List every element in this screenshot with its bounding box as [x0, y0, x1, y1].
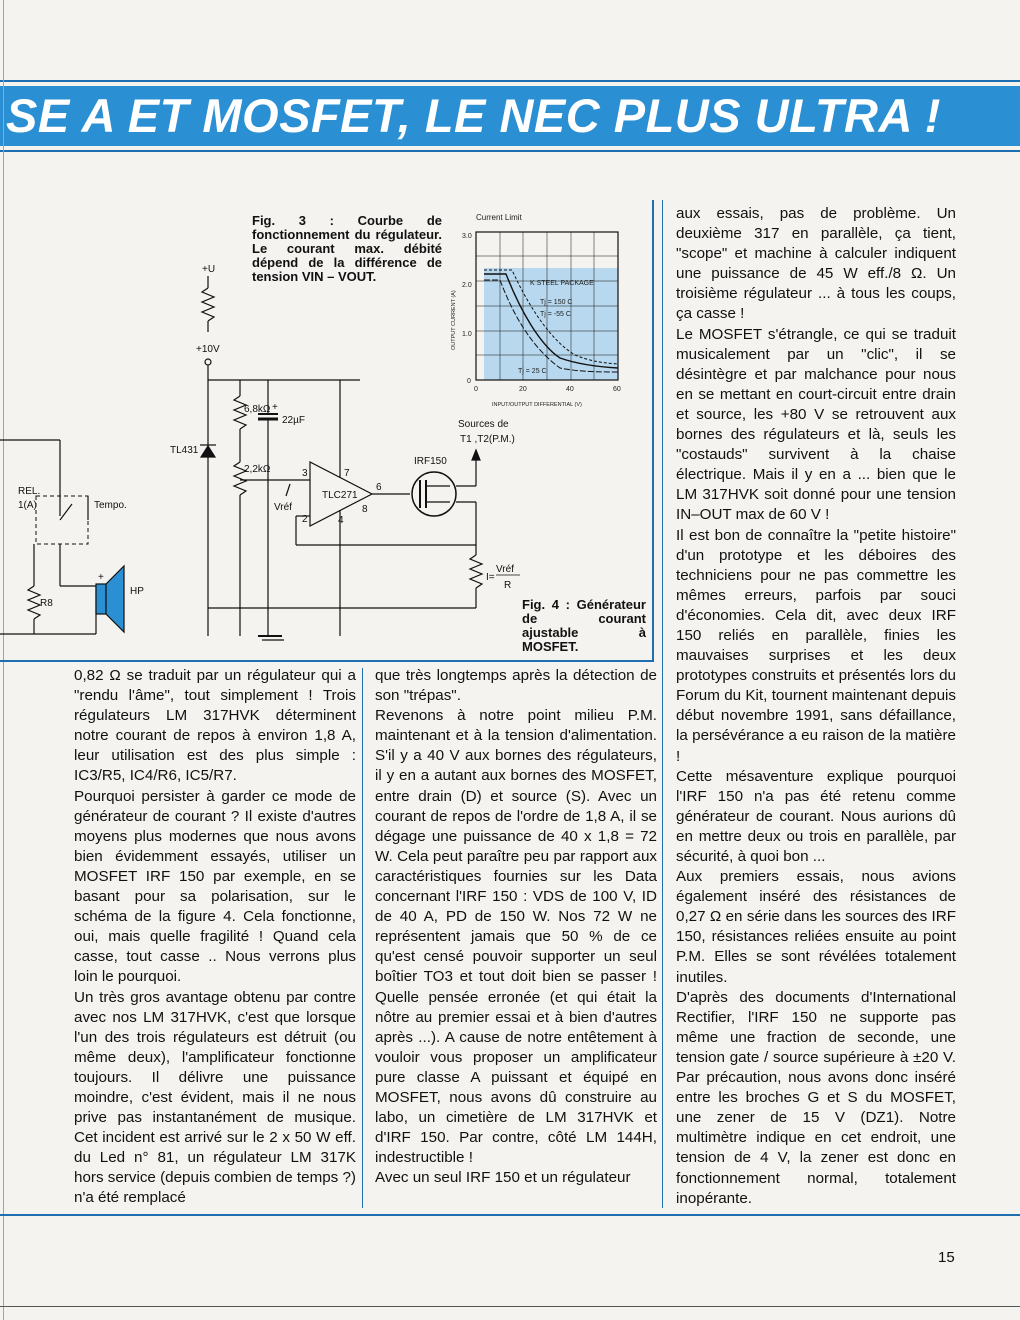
formula-num: Vréf	[496, 564, 514, 575]
page-number: 15	[938, 1249, 955, 1266]
title-banner	[0, 86, 1020, 146]
column1-paragraph: Un très gros avantage obtenu par contre avec nos LM 317HVK, c'est que lorsque l'un des trois régulateurs est détruit (ou même deux), l'amplificateur fonctionne toujours. Il délivre une puissance moindre, c'est évident, mais il ne nous prive pas instantanément de musique. Cet incident est arrivé sur le 2 x 50 W eff. du Led n° 81, un régulateur LM 317K hors service (depuis combien de temps ?) n'a été remplacé	[74, 988, 356, 1207]
label-vref: Vréf	[274, 502, 292, 513]
y-axis-label: OUTPUT CURRENT (A)	[451, 290, 457, 350]
figure-svg	[0, 200, 650, 658]
column3-paragraph: Cette mésaventure explique pourquoi l'IRF 150 n'a pas été retenu comme générateur de courant. Nous aurions dû en mettre deux ou trois en parallèle, par sécurité, à quoi bon ...	[676, 767, 956, 865]
column3-paragraph: Aux premiers essais, nous avions également inséré des résistances de 0,27 Ω en série dans les sources des IRF 150, résistances reliées ensuite au point P.M. Elles se sont révélées totalement inutiles.	[676, 868, 956, 986]
page-title: SE A ET MOSFET, LE NEC PLUS ULTRA !	[6, 89, 941, 142]
label-plus-10v: +10V	[196, 344, 220, 355]
label-irf150: IRF150	[414, 456, 447, 467]
label-rel2: 1(A)	[18, 500, 37, 511]
label-tl431: TL431	[170, 445, 199, 456]
column3-paragraph: D'après des documents d'International Rectifier, l'IRF 150 ne supporte pas même une fraction de seconde, une tension gate / source supérieure à ±20 V. Par précaution, nous avons donc inséré entre les broches G et S du MOSFET, une zener de 15 V (DZ1). Notre multimètre indique en cet endroit, une tension de 4 V, la zener est donc en fonctionnement normal, totalement inopérante.	[676, 988, 956, 1207]
irf150-mosfet	[412, 472, 456, 516]
formula-i: I=	[486, 572, 495, 583]
legend-package: K STEEL PACKAGE	[530, 280, 594, 287]
x-axis-label: INPUT/OUTPUT DIFFERENTIAL (V)	[492, 402, 582, 408]
bottom-rule	[0, 1214, 1020, 1216]
x-tick-20: 20	[519, 386, 527, 393]
label-speaker-plus: +	[98, 572, 104, 583]
tl431-diode	[201, 446, 215, 457]
resistor-r8	[28, 586, 40, 619]
text-column-3	[676, 204, 956, 1209]
resistor-supply	[202, 288, 214, 321]
legend-t150: Tj = 150 C	[540, 299, 573, 306]
label-tlc271: TLC271	[322, 490, 358, 501]
x-tick-0: 0	[474, 386, 478, 393]
current-limit-graph	[451, 213, 621, 408]
text-column-1	[74, 666, 356, 1209]
figure3-caption: Fig. 3 : Courbe de fonctionnement du régulateur. Le courant max. débité dépend de la différence de tension VIN – VOUT.	[252, 213, 442, 284]
banner-bottom-rule	[0, 150, 1020, 152]
y-tick-3: 3.0	[462, 233, 472, 240]
column-divider-1	[362, 668, 363, 1208]
label-sources2: T1 ,T2(P.M.)	[460, 434, 515, 445]
x-tick-40: 40	[566, 386, 574, 393]
y-tick-2: 2.0	[462, 282, 472, 289]
label-r22k: 2,2kΩ	[244, 464, 271, 475]
label-cap-plus: +	[272, 402, 278, 413]
column3-paragraph: Le MOSFET s'étrangle, ce qui se traduit musicalement par un "clic", il se désintègre et par malchance pour nous en se mettant en court-circuit entre drain et source, les +80 V se retrouvent aux bornes des régulateurs et là, seuls les "costauds" survivent à la chaise électrique. Mais il y en a ... bien que le LM 317HVK soit donné pour une tension IN–OUT max de 60 V !	[676, 325, 956, 524]
formula-den: R	[504, 580, 512, 591]
y-tick-1: 1.0	[462, 331, 472, 338]
pin-6: 6	[376, 482, 382, 493]
label-r8: R8	[40, 598, 53, 609]
text-column-2	[375, 666, 657, 1188]
label-c22: 22µF	[282, 415, 305, 426]
top-rule	[0, 80, 1020, 82]
label-tempo: Tempo.	[94, 500, 127, 511]
pin-8: 8	[362, 504, 368, 515]
label-rel: REL.	[18, 486, 41, 497]
current-generator-schematic	[0, 264, 520, 640]
pin-2: 2	[302, 514, 308, 525]
column-divider-2	[662, 200, 663, 1208]
y-tick-0: 0	[467, 378, 471, 385]
speaker-cone	[106, 566, 124, 632]
column3-paragraph: Il est bon de connaître la "petite histoire" d'un prototype et les déboires des techniciens pour ne pas commettre les mêmes erreurs, parfois par souci d'économies. Cela dit, avec deux IRF 150 reliés en parallèle, finies les mauvaises surprises et les deux prototypes construits et présentés lors du Forum du Kit, tournent maintenant depuis début novembre 1991, sans défaillance, la persévérance a eu raison de la matière !	[676, 526, 956, 765]
column1-paragraph: Pourquoi persister à garder ce mode de générateur de courant ? Il existe d'autres moyens plus modernes que nous avons bien évidemment essayés, utiliser un MOSFET IRF 150 par exemple, en se basant pour sa polarisation, sur le schéma de la figure 4. Cela fonctionne, oui, mais quelle fragilité ! Quand cela casse, tout casse .. Nous verrons plus loin le pourquoi.	[74, 787, 356, 986]
pin-4: 4	[338, 515, 344, 526]
footer-rule	[0, 1306, 1020, 1307]
legend-t25: Tj = 25 C	[518, 368, 547, 375]
column2-paragraph: que très longtemps après la détection de son "trépas".	[375, 667, 657, 705]
label-r68k: 6,8kΩ	[244, 404, 271, 415]
figure4-caption: Fig. 4 : Générateur de courant ajustable à MOSFET.	[522, 597, 646, 654]
column1-paragraph: 0,82 Ω se traduit par un régulateur qui a "rendu l'âme", tout simplement ! Trois régulateurs LM 317HVK déterminent notre courant de repos à environ 1,8 A, leur utilisation est des plus simple : IC3/R5, IC4/R6, IC5/R7.	[74, 667, 356, 785]
label-sources: Sources de	[458, 419, 509, 430]
speaker-icon	[96, 584, 106, 614]
graph-title: Current Limit	[476, 213, 522, 222]
column2-paragraph: Revenons à notre point milieu P.M. maintenant et à la tension d'alimentation. S'il y a 40 V aux bornes des régulateurs, il y en a autant aux bornes des MOSFET, entre drain (D) et source (S). Avec un courant de repos de l'ordre de 1,8 A, il se dégage une puissance de 40 x 1,8 = 72 W. Cela peut paraître peu par rapport aux caractéristiques fournies sur les Data concernant l'IRF 150 : VDS de 100 V, ID de 40 A, PD de 150 W. Nos 72 W ne représentent jamais que 50 % de ce qu'est censé pouvoir supporter un seul boîtier TO3 et tout doit bien se passer ! Quelle pensée erronée (et qui était la nôtre au premier essai et à bien d'autres après ...). A cause de notre entêtement à vouloir vous proposer un amplificateur pure classe A puissant et équipé en MOSFET, nous avons dû construire au labo, un cimetière de LM 317HVK et d'IRF 150. Par contre, côté LM 144H, indestructible !	[375, 707, 657, 1167]
label-hp: HP	[130, 586, 144, 597]
resistor-r-source	[470, 555, 482, 588]
pin-3: 3	[302, 468, 308, 479]
pin-7: 7	[344, 468, 350, 479]
x-tick-60: 60	[613, 386, 621, 393]
label-plus-u: +U	[202, 264, 216, 275]
column3-paragraph: aux essais, pas de problème. Un deuxième 317 en parallèle, ça tient, "scope" et machine à calculer indiquent une puissance de 45 W eff./8 Ω. Un troisième régulateur ... à tous les coups, ça casse !	[676, 205, 956, 323]
column2-paragraph: Avec un seul IRF 150 et un régulateur	[375, 1169, 631, 1187]
legend-tm55: Tj = -55 C	[540, 311, 571, 318]
